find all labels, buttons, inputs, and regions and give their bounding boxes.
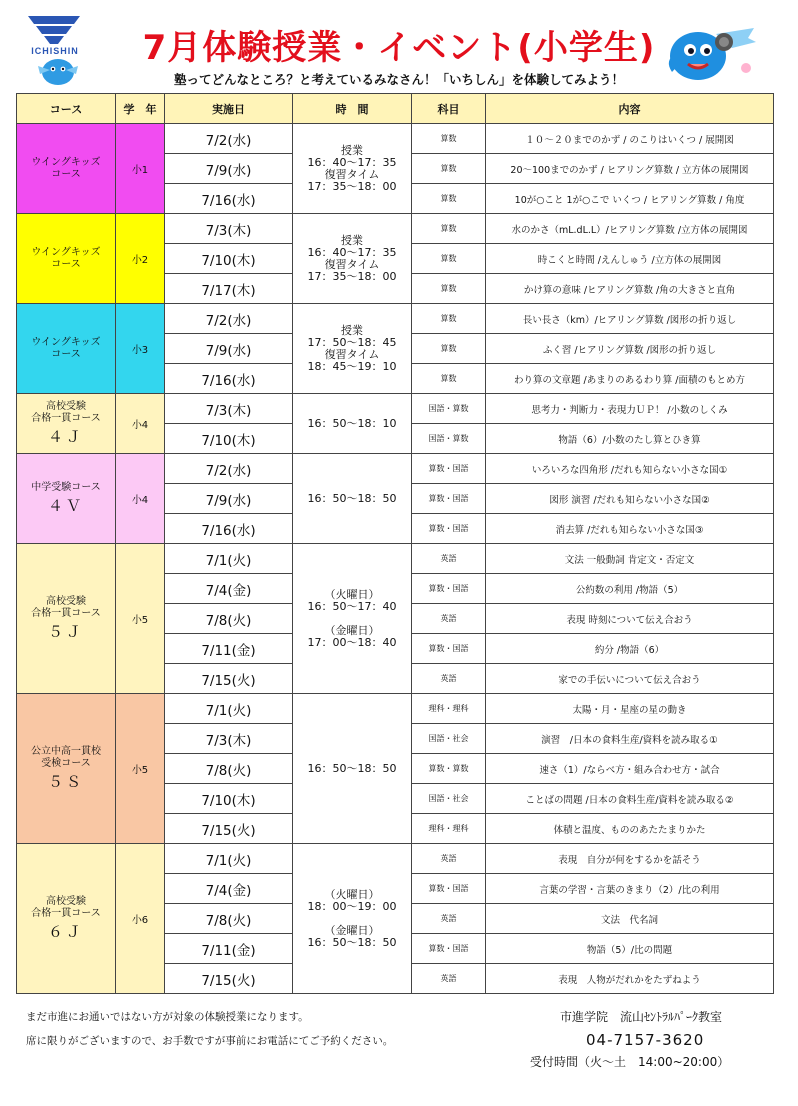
subject-cell: 国語・算数	[412, 394, 486, 424]
school-name: 市進学院 流山ｾﾝﾄﾗﾙﾊﾟｰｸ教室	[560, 1010, 723, 1024]
footer-notes	[26, 1010, 393, 1048]
date-cell: 7/3(木)	[165, 394, 293, 424]
date-cell: 7/9(水)	[165, 334, 293, 364]
subject-cell: 算数・国語	[412, 454, 486, 484]
course-cell	[17, 454, 116, 544]
date-cell: 7/8(火)	[165, 904, 293, 934]
date-cell: 7/2(水)	[165, 454, 293, 484]
time-cell: 授業 16：40～17：35 復習タイム 17：35～18：00	[293, 124, 412, 214]
content-cell: ことばの問題 /日本の食料生産/資料を読み取る②	[486, 784, 774, 814]
subject-cell: 英語	[412, 604, 486, 634]
subject-cell: 算数・算数	[412, 754, 486, 784]
content-cell: 約分 /物語（6）	[486, 634, 774, 664]
subject-cell: 算数	[412, 184, 486, 214]
subject-cell: 英語	[412, 664, 486, 694]
date-cell: 7/3(木)	[165, 724, 293, 754]
subject-cell: 算数・国語	[412, 574, 486, 604]
subject-cell: 英語	[412, 904, 486, 934]
date-cell: 7/4(金)	[165, 874, 293, 904]
course-cell	[17, 304, 116, 394]
date-cell: 7/16(水)	[165, 514, 293, 544]
time-cell: 16：50～18：10	[293, 394, 412, 454]
course-code: ５Ｊ	[47, 622, 84, 641]
content-cell: わり算の文章題 /あまりのあるわり算 /面積のもとめ方	[486, 364, 774, 394]
grade-cell: 小1	[116, 124, 165, 214]
subject-cell: 英語	[412, 844, 486, 874]
subject-cell: 英語	[412, 544, 486, 574]
date-cell: 7/1(火)	[165, 544, 293, 574]
content-cell: 物語（5）/比の問題	[486, 934, 774, 964]
subject-cell: 算数	[412, 124, 486, 154]
content-cell: 20～100までのかず / ヒアリング算数 / 立方体の展開図	[486, 154, 774, 184]
footer-contact	[530, 1008, 770, 1070]
date-cell: 7/10(木)	[165, 784, 293, 814]
subject-cell: 理科・理科	[412, 694, 486, 724]
content-cell: 文法 代名詞	[486, 904, 774, 934]
date-cell: 7/2(水)	[165, 304, 293, 334]
grade-cell: 小6	[116, 844, 165, 994]
date-cell: 7/3(木)	[165, 214, 293, 244]
course-name: 公立中高一貫校 受検コース	[31, 745, 101, 769]
table-row	[17, 544, 774, 574]
grade-cell: 小4	[116, 394, 165, 454]
date-cell: 7/10(木)	[165, 244, 293, 274]
time-cell: 16：50～18：50	[293, 454, 412, 544]
course-cell	[17, 544, 116, 694]
subject-cell: 算数	[412, 304, 486, 334]
content-cell: 物語（6）/小数のたし算とひき算	[486, 424, 774, 454]
course-name: 中学受験コース	[31, 481, 101, 493]
course-name: ウイングキッズ コース	[31, 336, 101, 360]
course-name: 高校受験 合格一貫コース	[31, 400, 101, 424]
table-row	[17, 844, 774, 874]
subject-cell: 算数	[412, 214, 486, 244]
grade-cell: 小5	[116, 544, 165, 694]
schedule-table	[16, 93, 774, 994]
grade-cell: 小5	[116, 694, 165, 844]
table-header-row	[17, 94, 774, 124]
content-cell: 長い長さ（km）/ヒアリング算数 /図形の折り返し	[486, 304, 774, 334]
date-cell: 7/9(水)	[165, 154, 293, 184]
table-row	[17, 124, 774, 154]
content-cell: 公約数の利用 /物語（5）	[486, 574, 774, 604]
content-cell: 家での手伝いについて伝え合おう	[486, 664, 774, 694]
table-row	[17, 214, 774, 244]
grade-cell: 小3	[116, 304, 165, 394]
course-name: ウイングキッズ コース	[31, 246, 101, 270]
course-code: ５Ｓ	[47, 772, 84, 791]
date-cell: 7/17(木)	[165, 274, 293, 304]
subject-cell: 算数・国語	[412, 934, 486, 964]
content-cell: ふく習 /ヒアリング算数 /図形の折り返し	[486, 334, 774, 364]
date-cell: 7/11(金)	[165, 934, 293, 964]
header-content: 内容	[486, 94, 774, 124]
header-time: 時 間	[293, 94, 412, 124]
course-code: ４Ｖ	[47, 496, 84, 515]
phone-number[interactable]: 04-7157-3620	[586, 1031, 705, 1049]
content-cell: 時こくと時間 /えんしゅう /立方体の展開図	[486, 244, 774, 274]
header-course: コース	[17, 94, 116, 124]
footer-note-2: 席に限りがございますので、お手数ですが事前にお電話にてご予約ください。	[26, 1035, 394, 1047]
subject-cell: 算数・国語	[412, 484, 486, 514]
table-row	[17, 694, 774, 724]
time-cell: 授業 16：40～17：35 復習タイム 17：35～18：00	[293, 214, 412, 304]
header-date: 実施日	[165, 94, 293, 124]
subject-cell: 国語・算数	[412, 424, 486, 454]
date-cell: 7/16(水)	[165, 364, 293, 394]
date-cell: 7/8(火)	[165, 754, 293, 784]
content-cell: 速さ（1）/ならべ方・組み合わせ方・試合	[486, 754, 774, 784]
table-row	[17, 304, 774, 334]
course-cell	[17, 124, 116, 214]
date-cell: 7/2(水)	[165, 124, 293, 154]
time-cell: 授業 17：50～18：45 復習タイム 18：45～19：10	[293, 304, 412, 394]
reception-hours: 受付時間（火～土 14:00~20:00）	[530, 1055, 730, 1069]
time-cell: （火曜日） 16：50～17：40 （金曜日） 17：00～18：40	[293, 544, 412, 694]
content-cell: 文法 一般動詞 肯定文・否定文	[486, 544, 774, 574]
subject-cell: 理科・理科	[412, 814, 486, 844]
subject-cell: 算数・国語	[412, 514, 486, 544]
date-cell: 7/16(水)	[165, 184, 293, 214]
page-title: 7月体験授業・イベント(小学生)	[142, 28, 656, 68]
course-cell	[17, 394, 116, 454]
course-name: ウイングキッズ コース	[31, 156, 101, 180]
date-cell: 7/9(水)	[165, 484, 293, 514]
date-cell: 7/10(木)	[165, 424, 293, 454]
mascot-icon	[662, 20, 758, 84]
time-cell: 16：50～18：50	[293, 694, 412, 844]
subject-cell: 算数・国語	[412, 874, 486, 904]
content-cell: 表現 自分が何をするかを話そう	[486, 844, 774, 874]
table-row	[17, 454, 774, 484]
content-cell: 表現 時刻について伝え合おう	[486, 604, 774, 634]
course-cell	[17, 694, 116, 844]
course-name: 高校受験 合格一貫コース	[31, 595, 101, 619]
subject-cell: 算数・国語	[412, 634, 486, 664]
header-subject: 科目	[412, 94, 486, 124]
subject-cell: 英語	[412, 964, 486, 994]
content-cell: 太陽・月・星座の星の動き	[486, 694, 774, 724]
content-cell: 図形 演習 /だれも知らない小さな国②	[486, 484, 774, 514]
course-name: 高校受験 合格一貫コース	[31, 895, 101, 919]
content-cell: １０～２０までのかず / のこりはいくつ / 展開図	[486, 124, 774, 154]
content-cell: 水のかさ（mL.dL.L）/ヒアリング算数 /立方体の展開図	[486, 214, 774, 244]
header-grade: 学 年	[116, 94, 165, 124]
subject-cell: 算数	[412, 154, 486, 184]
subject-cell: 算数	[412, 244, 486, 274]
content-cell: 演習 /日本の食料生産/資料を読み取る①	[486, 724, 774, 754]
date-cell: 7/15(火)	[165, 814, 293, 844]
table-row	[17, 394, 774, 424]
date-cell: 7/15(火)	[165, 964, 293, 994]
logo-text: ICHISHIN	[31, 46, 79, 56]
content-cell: 体積と温度、もののあたたまりかた	[486, 814, 774, 844]
course-cell	[17, 214, 116, 304]
grade-cell: 小2	[116, 214, 165, 304]
subject-cell: 算数	[412, 274, 486, 304]
date-cell: 7/15(火)	[165, 664, 293, 694]
course-code: ４Ｊ	[47, 427, 84, 446]
course-code: ６Ｊ	[47, 922, 84, 941]
page-subtitle: 塾ってどんなところ？と考えているみなさん！「いちしん」を体験してみよう！	[173, 72, 624, 87]
time-cell: （火曜日） 18：00～19：00 （金曜日） 16：50～18：50	[293, 844, 412, 994]
content-cell: 10が○こと 1が○こで いくつ / ヒアリング算数 / 角度	[486, 184, 774, 214]
course-cell	[17, 844, 116, 994]
subject-cell: 算数	[412, 334, 486, 364]
content-cell: かけ算の意味 /ヒアリング算数 /角の大きさと直角	[486, 274, 774, 304]
content-cell: いろいろな四角形 /だれも知らない小さな国①	[486, 454, 774, 484]
date-cell: 7/8(火)	[165, 604, 293, 634]
grade-cell: 小4	[116, 454, 165, 544]
date-cell: 7/4(金)	[165, 574, 293, 604]
date-cell: 7/1(火)	[165, 844, 293, 874]
date-cell: 7/1(火)	[165, 694, 293, 724]
subject-cell: 算数	[412, 364, 486, 394]
subject-cell: 国語・社会	[412, 724, 486, 754]
schedule-body	[17, 124, 774, 994]
footer-note-1: まだ市進にお通いではない方が対象の体験授業になります。	[26, 1011, 309, 1023]
content-cell: 表現 人物がだれかをたずねよう	[486, 964, 774, 994]
content-cell: 思考力・判断力・表現力ＵＰ！ /小数のしくみ	[486, 394, 774, 424]
subject-cell: 国語・社会	[412, 784, 486, 814]
date-cell: 7/11(金)	[165, 634, 293, 664]
content-cell: 消去算 /だれも知らない小さな国③	[486, 514, 774, 544]
content-cell: 言葉の学習・言葉のきまり（2）/比の利用	[486, 874, 774, 904]
